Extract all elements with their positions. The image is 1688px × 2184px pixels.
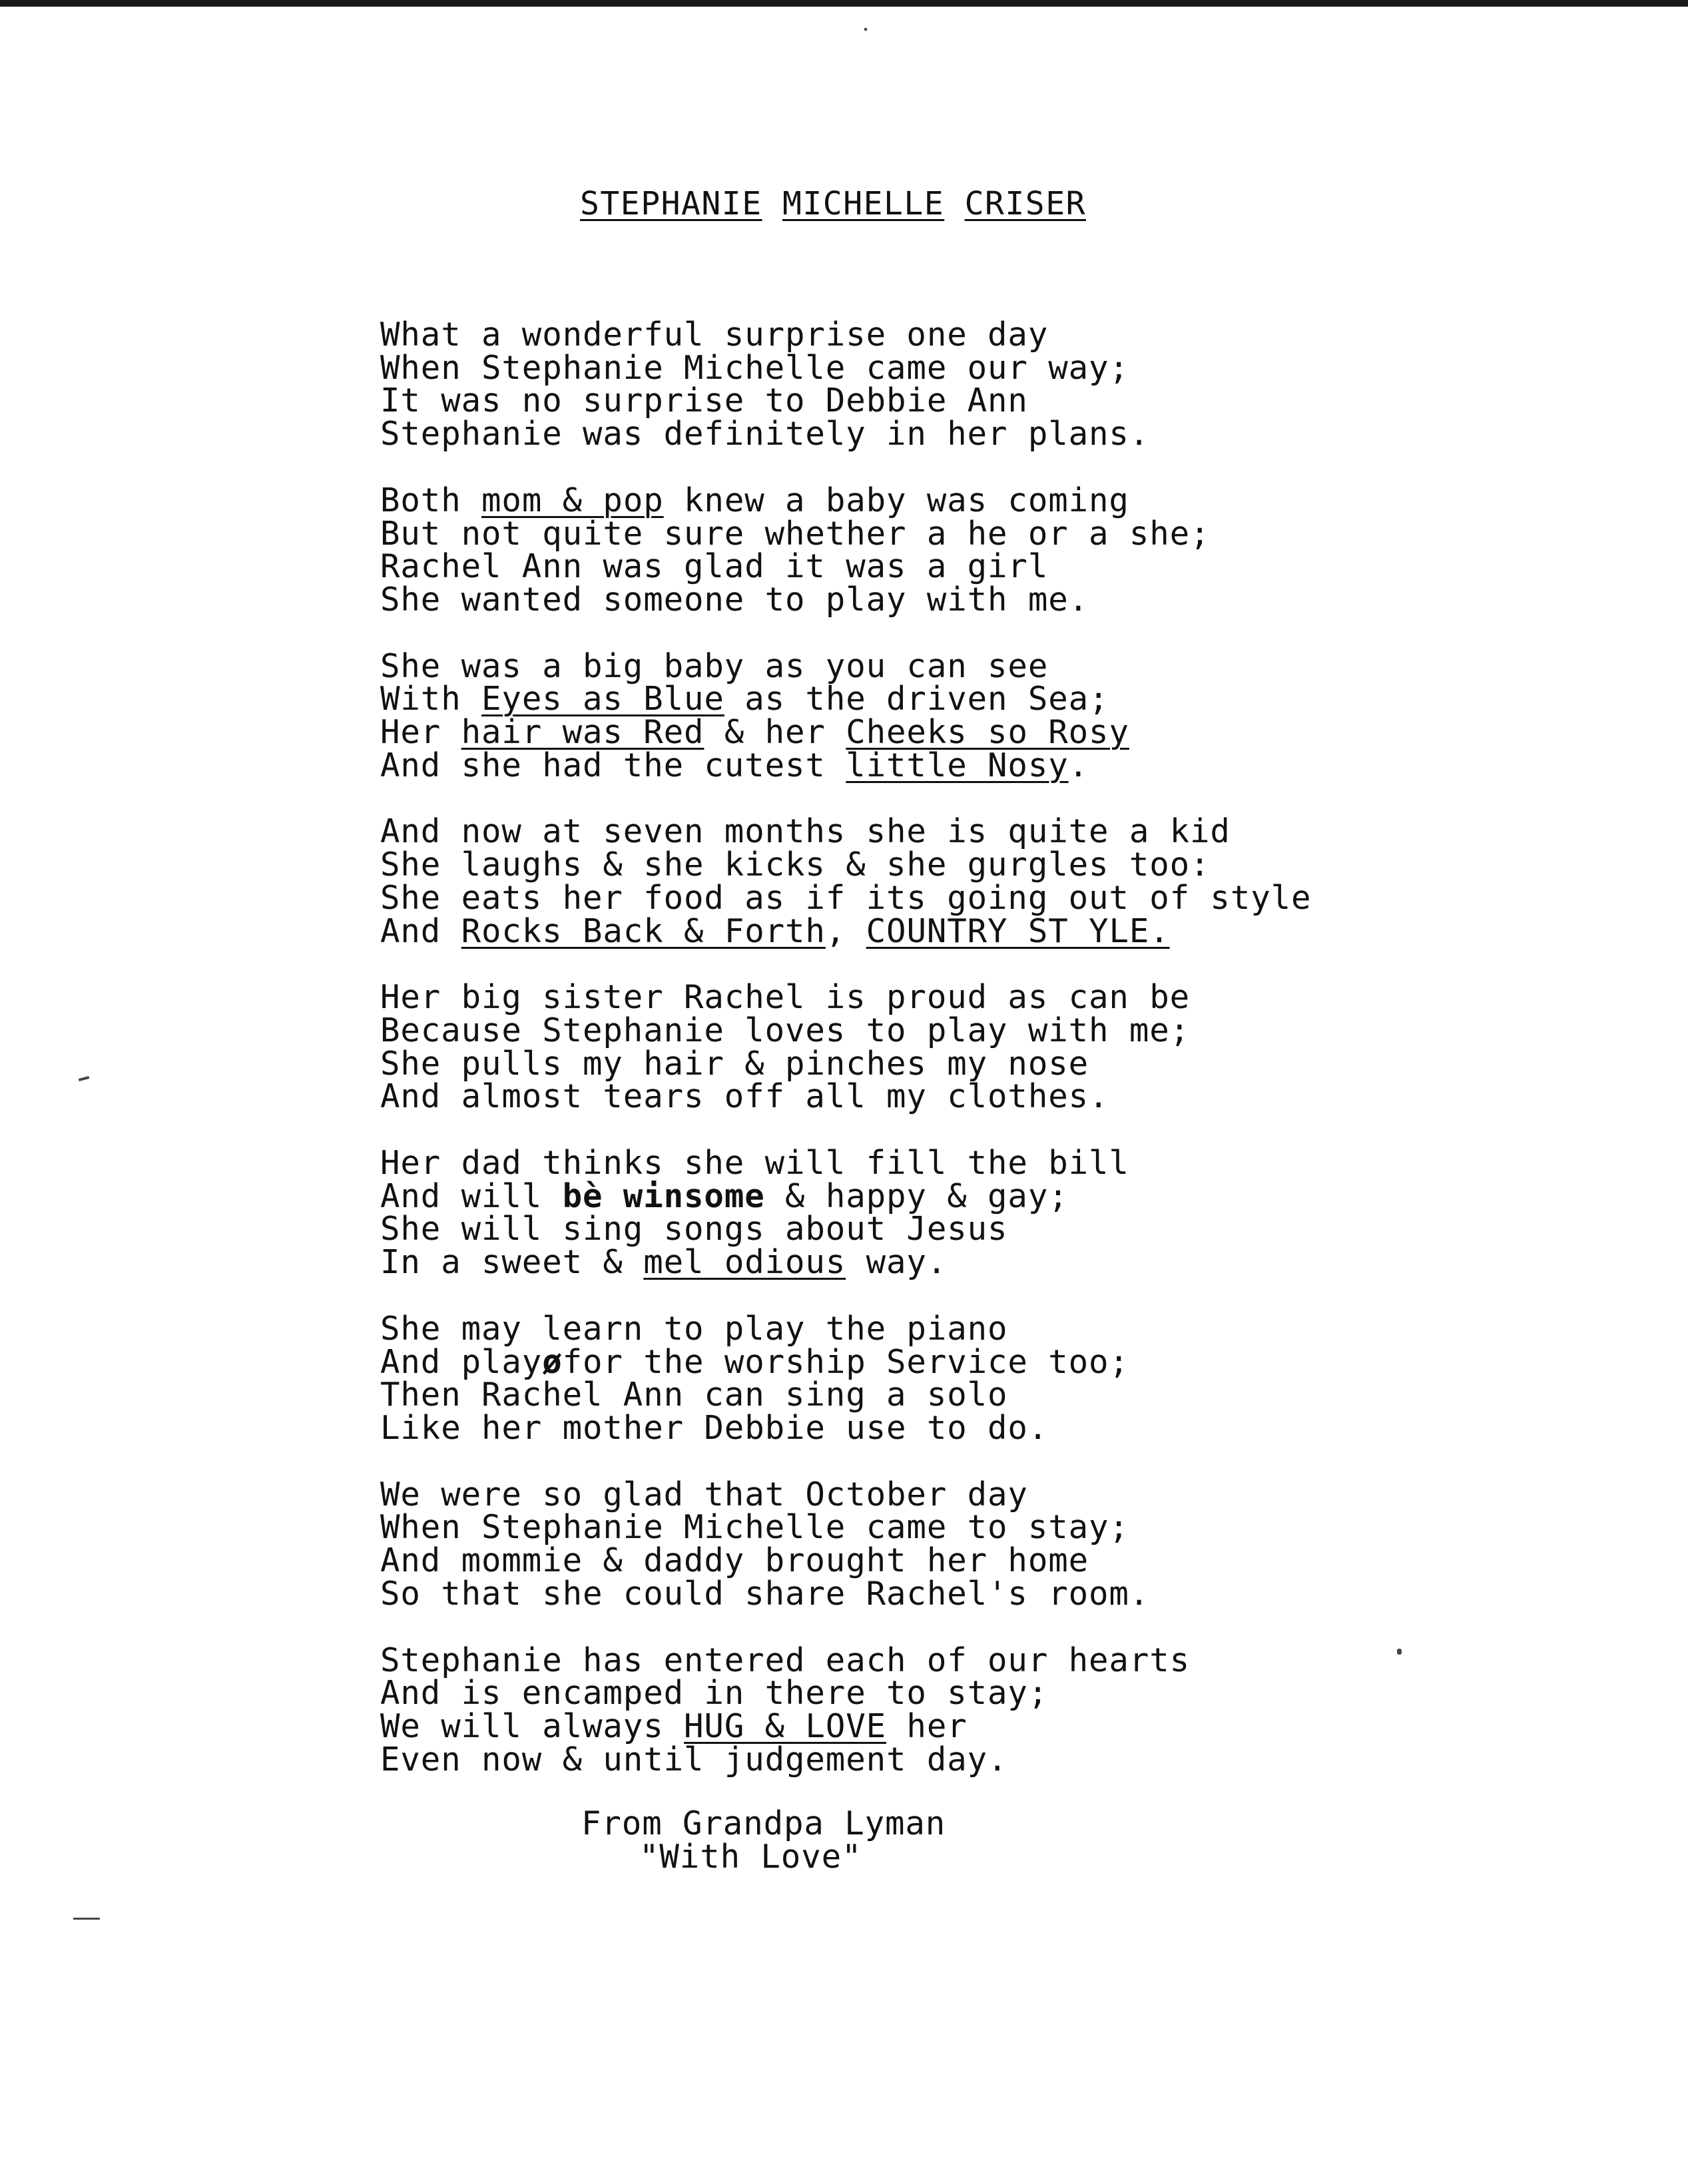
- title-word: CRISER: [964, 185, 1086, 222]
- stanza: [380, 647, 1645, 784]
- line-text: And she had the cutest: [380, 746, 846, 784]
- poem-line: [380, 1508, 1645, 1547]
- poem-line: [380, 1144, 1645, 1183]
- line-text: She pulls my hair & pinches my nose: [380, 1044, 1089, 1083]
- stanza: [380, 481, 1645, 619]
- stanza: [380, 1144, 1645, 1282]
- line-text: Even now & until judgement day.: [380, 1740, 1008, 1778]
- poem-line: [380, 848, 1645, 882]
- line-text: She laughs & she kicks & she gurgles too:: [380, 846, 1211, 884]
- scan-mark-left-1: [79, 1076, 89, 1081]
- line-text: Then Rachel Ann can sing a solo: [380, 1376, 1008, 1414]
- poem-line: [380, 382, 1645, 420]
- bold-text: ø: [542, 1342, 563, 1381]
- line-text: She eats her food as if its going out of style: [380, 878, 1312, 917]
- title-word: MICHELLE: [782, 185, 945, 222]
- stanza: [380, 318, 1645, 451]
- signature-with-love: "With Love": [639, 1838, 862, 1876]
- poem-line: [380, 1541, 1645, 1580]
- poem-line: [380, 912, 1645, 950]
- poem-line: [380, 1011, 1645, 1049]
- line-text: way.: [846, 1243, 948, 1282]
- poem-line: [380, 1707, 1645, 1745]
- underlined-text: mom & pop: [481, 481, 664, 519]
- line-text: She will sing songs about Jesus: [380, 1210, 1008, 1248]
- poem-line: [380, 580, 1645, 619]
- line-text: She may learn to play the piano: [380, 1309, 1008, 1348]
- line-text: Both: [380, 481, 482, 519]
- scan-top-edge: [0, 0, 1688, 7]
- poem-line: [380, 1044, 1645, 1083]
- line-text: So that she could share Rachel's room.: [380, 1574, 1150, 1613]
- line-text: And now at seven months she is quite a kid: [380, 812, 1231, 851]
- poem-line: [380, 547, 1645, 586]
- poem-line: [380, 1408, 1645, 1447]
- poem-body: [380, 318, 1645, 1809]
- poem-line: [380, 1243, 1645, 1282]
- poem-line: [380, 647, 1645, 685]
- line-text: And: [380, 912, 461, 950]
- poem-line: [380, 1342, 1645, 1381]
- underlined-text: hair was Red: [461, 713, 704, 752]
- poem-line: [380, 1210, 1645, 1248]
- stanza: [380, 1641, 1645, 1778]
- line-text: as the driven Sea;: [724, 680, 1109, 718]
- line-text: her: [886, 1707, 968, 1745]
- line-text: We will always: [380, 1707, 685, 1745]
- line-text: With: [380, 680, 482, 718]
- line-text: When Stephanie Michelle came our way;: [380, 348, 1129, 387]
- line-text: And is encamped in there to stay;: [380, 1674, 1049, 1713]
- poem-line: [380, 713, 1645, 752]
- line-text: Stephanie has entered each of our hearts: [380, 1641, 1191, 1679]
- poem-line: [380, 1077, 1645, 1116]
- line-text: When Stephanie Michelle came to stay;: [380, 1508, 1129, 1547]
- underlined-text: COUNTRY ST YLE.: [866, 912, 1170, 950]
- line-text: And mommie & daddy brought her home: [380, 1541, 1089, 1580]
- stanza: [380, 812, 1645, 950]
- poem-line: [380, 746, 1645, 784]
- poem-line: [380, 682, 1645, 716]
- poem-line: [380, 812, 1645, 851]
- poem-title: [580, 184, 1086, 224]
- poem-line: [380, 417, 1645, 451]
- underlined-text: Rocks Back & Forth: [461, 912, 826, 950]
- signature-from: From Grandpa Lyman: [581, 1804, 946, 1842]
- line-text: & her: [704, 713, 846, 752]
- poem-line: [380, 978, 1645, 1017]
- line-text: And play: [380, 1342, 543, 1381]
- line-text: knew a baby was coming: [663, 481, 1129, 519]
- line-text: ,: [825, 912, 866, 950]
- underlined-text: little Nosy: [846, 746, 1069, 784]
- line-text: Rachel Ann was glad it was a girl: [380, 547, 1049, 586]
- line-text: It was no surprise to Debbie Ann: [380, 382, 1028, 420]
- line-text: She wanted someone to play with me.: [380, 580, 1089, 619]
- poem-line: [380, 1740, 1645, 1778]
- line-text: And almost tears off all my clothes.: [380, 1077, 1109, 1116]
- line-text: & happy & gay;: [764, 1177, 1069, 1215]
- scan-mark-left-2: [73, 1918, 100, 1920]
- poem-line: [380, 348, 1645, 387]
- poem-line: [380, 1475, 1645, 1513]
- line-text: She was a big baby as you can see: [380, 647, 1049, 685]
- poem-line: [380, 1378, 1645, 1412]
- line-text: And will: [380, 1177, 563, 1215]
- title-word: STEPHANIE: [580, 185, 762, 222]
- line-text: Her: [380, 713, 461, 752]
- bold-text: bè winsome: [562, 1177, 765, 1215]
- line-text: Stephanie was definitely in her plans.: [380, 415, 1150, 453]
- stanza: [380, 1475, 1645, 1613]
- underlined-text: Eyes as Blue: [481, 680, 724, 718]
- line-text: Like her mother Debbie use to do.: [380, 1408, 1049, 1447]
- poem-line: [380, 514, 1645, 553]
- poem-line: [380, 318, 1645, 352]
- stanza: [380, 978, 1645, 1116]
- poem-line: [380, 878, 1645, 917]
- line-text: Because Stephanie loves to play with me;: [380, 1011, 1191, 1049]
- line-text: We were so glad that October day: [380, 1475, 1028, 1513]
- scan-mark-top: [864, 28, 867, 31]
- underlined-text: mel odious: [643, 1243, 846, 1282]
- underlined-text: Cheeks so Rosy: [846, 713, 1129, 752]
- line-text: Her dad thinks she will fill the bill: [380, 1144, 1129, 1183]
- line-text: What a wonderful surprise one day: [380, 316, 1049, 354]
- line-text: But not quite sure whether a he or a she;: [380, 514, 1211, 553]
- poem-line: [380, 1309, 1645, 1348]
- poem-line: [380, 1641, 1645, 1679]
- line-text: .: [1068, 746, 1089, 784]
- poem-line: [380, 1674, 1645, 1713]
- poem-line: [380, 1574, 1645, 1613]
- underlined-text: HUG & LOVE: [684, 1707, 887, 1745]
- poem-line: [380, 481, 1645, 519]
- poem-line: [380, 1177, 1645, 1215]
- stanza: [380, 1309, 1645, 1447]
- line-text: Her big sister Rachel is proud as can be: [380, 978, 1191, 1017]
- line-text: for the worship Service too;: [562, 1342, 1129, 1381]
- line-text: In a sweet &: [380, 1243, 644, 1282]
